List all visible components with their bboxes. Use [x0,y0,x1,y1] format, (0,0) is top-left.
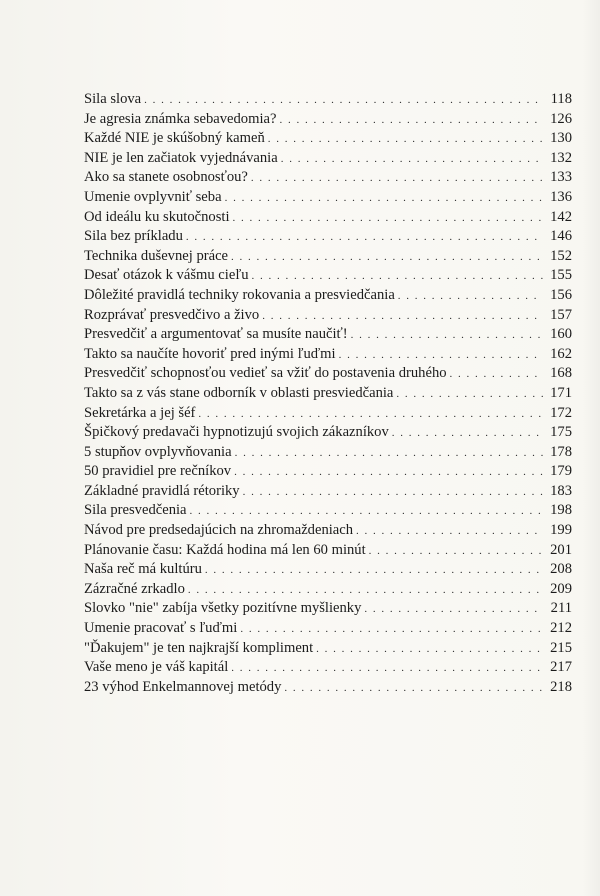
toc-entry-title: 50 pravidiel pre rečníkov [84,463,232,480]
toc-entry-title: Je agresia známka sebavedomia? [84,110,277,127]
dot-leader [240,620,543,640]
toc-entry-page-number: 130 [550,130,572,147]
toc-entry-title: Sila slova [84,91,142,107]
toc-entry-title: Dôležité pravidlá techniky rokovania a presviedčania [84,286,395,303]
toc-entry [84,541,572,561]
toc-entry [84,188,572,208]
toc-entry [84,639,572,659]
dot-leader [233,209,543,229]
toc-entry [84,658,572,678]
dot-leader [231,659,543,679]
toc-entry-title: Presvedčiť a argumentovať sa musíte naučiť! [84,326,348,343]
toc-entry-title: Návod pre predsedajúcich na zhromaždeniach [84,522,354,539]
toc-entry [84,443,572,463]
toc-entry [84,286,572,306]
toc-entry-page-number: 171 [550,384,572,401]
toc-entry [84,208,572,228]
toc-entry-title: Ako sa stanete osobnosťou? [84,169,248,186]
dot-leader [225,189,543,209]
toc-entry-page-number: 133 [550,169,572,186]
toc-entry [84,325,572,345]
dot-leader [268,130,543,150]
toc-entry-title: Každé NIE je skúšobný kameň [84,130,265,147]
dot-leader [186,228,543,248]
toc-entry [84,599,572,619]
toc-entry-page-number: 208 [550,561,572,578]
toc-entry-title: Zázračné zrkadlo [84,580,185,597]
toc-entry-page-number: 160 [550,326,572,343]
toc-entry-page-number: 152 [550,247,572,264]
toc-entry [84,266,572,286]
toc-entry-page-number: 201 [550,541,572,558]
toc-entry-title: Špičkový predavači hypnotizujú svojich zákazníkov [84,424,389,441]
toc-entry [84,501,572,521]
toc-entry-page-number: 118 [550,91,572,107]
toc-entry-title: Technika duševnej práce [84,247,229,264]
toc-entry [84,149,572,169]
toc-entry [84,345,572,365]
toc-entry-title: Slovko "nie" zabíja všetky pozitívne myšlienky [84,600,362,617]
toc-entry-title: Sila bez príkladu [84,228,183,245]
dot-leader [351,326,543,346]
toc-entry-page-number: 178 [550,443,572,460]
toc-entry-title: NIE je len začiatok vyjednávania [84,149,278,166]
toc-entry-title: Umenie pracovať s ľuďmi [84,620,238,637]
toc-entry-page-number: 162 [550,345,572,362]
toc-entry-title: Základné pravidlá rétoriky [84,482,240,499]
dot-leader [205,561,543,581]
toc-entry-page-number: 179 [550,463,572,480]
dot-leader [235,444,543,464]
toc-entry [84,482,572,502]
toc-entry-title: Od ideálu ku skutočnosti [84,208,230,225]
toc-entry-title: Naša reč má kultúru [84,561,202,578]
toc-entry-page-number: 209 [550,580,572,597]
toc-entry [84,678,572,698]
toc-entry [84,423,572,443]
dot-leader [252,267,543,287]
toc-entry-title: Umenie ovplyvniť seba [84,188,222,205]
dot-leader [339,346,543,366]
dot-leader [188,581,543,601]
dot-leader [190,502,543,522]
dot-leader [316,640,543,660]
toc-entry [84,129,572,149]
dot-leader [144,91,543,111]
dot-leader [450,365,543,385]
toc-entry-title: Sekretárka a jej šéf [84,404,196,421]
toc-entry-page-number: 211 [550,600,572,617]
toc-entry-title: "Ďakujem" je ten najkrajší kompliment [84,639,314,656]
toc-entry-page-number: 212 [550,620,572,637]
toc-entry-page-number: 183 [550,482,572,499]
dot-leader [251,169,543,189]
toc-entry [84,404,572,424]
dot-leader [231,248,543,268]
toc-entry-title: 23 výhod Enkelmannovej metódy [84,678,282,695]
dot-leader [364,600,543,620]
toc-entry [84,560,572,580]
toc-entry [84,364,572,384]
dot-leader [279,111,543,131]
toc-entry-page-number: 218 [550,678,572,695]
toc-entry-page-number: 172 [550,404,572,421]
toc-entry [84,168,572,188]
dot-leader [392,424,543,444]
dot-leader [369,542,543,562]
toc-entry [84,247,572,267]
toc-entry-title: Sila presvedčenia [84,502,187,519]
dot-leader [198,405,543,425]
toc-entry-page-number: 199 [550,522,572,539]
dot-leader [284,679,543,699]
toc-entry-title: Rozprávať presvedčivo a živo [84,306,260,323]
toc-entry-page-number: 217 [550,659,572,676]
toc-entry [84,462,572,482]
toc-entry-page-number: 198 [550,502,572,519]
toc-entry [84,580,572,600]
dot-leader [262,307,543,327]
toc-entry-page-number: 142 [550,208,572,225]
toc-entry-page-number: 136 [550,188,572,205]
toc-entry-page-number: 215 [550,639,572,656]
toc-entry [84,110,572,130]
toc-entry-title: Desať otázok k vášmu cieľu [84,267,249,284]
table-of-contents [84,90,572,697]
toc-entry-title: 5 stupňov ovplyvňovania [84,443,232,460]
toc-entry-page-number: 155 [550,267,572,284]
toc-entry [84,306,572,326]
toc-entry-title: Vaše meno je váš kapitál [84,659,229,676]
dot-leader [234,463,543,483]
dot-leader [356,522,543,542]
toc-entry-page-number: 168 [550,365,572,382]
toc-entry-page-number: 157 [550,306,572,323]
toc-entry-page-number: 126 [550,110,572,127]
toc-entry [84,227,572,247]
toc-entry-title: Takto sa z vás stane odborník v oblasti presviedčania [84,384,394,401]
dot-leader [243,483,543,503]
dot-leader [281,150,543,170]
toc-entry [84,619,572,639]
toc-entry-page-number: 175 [550,424,572,441]
dot-leader [398,287,543,307]
toc-entry-title: Presvedčiť schopnosťou vedieť sa vžiť do postavenia druhého [84,365,447,382]
toc-entry [84,90,572,110]
toc-entry [84,384,572,404]
dot-leader [396,385,543,405]
toc-entry-page-number: 132 [550,149,572,166]
toc-entry-title: Takto sa naučíte hovoriť pred inými ľuďmi [84,345,336,362]
toc-entry [84,521,572,541]
toc-entry-page-number: 156 [550,286,572,303]
toc-entry-page-number: 146 [550,228,572,245]
toc-entry-title: Plánovanie času: Každá hodina má len 60 minút [84,541,366,558]
